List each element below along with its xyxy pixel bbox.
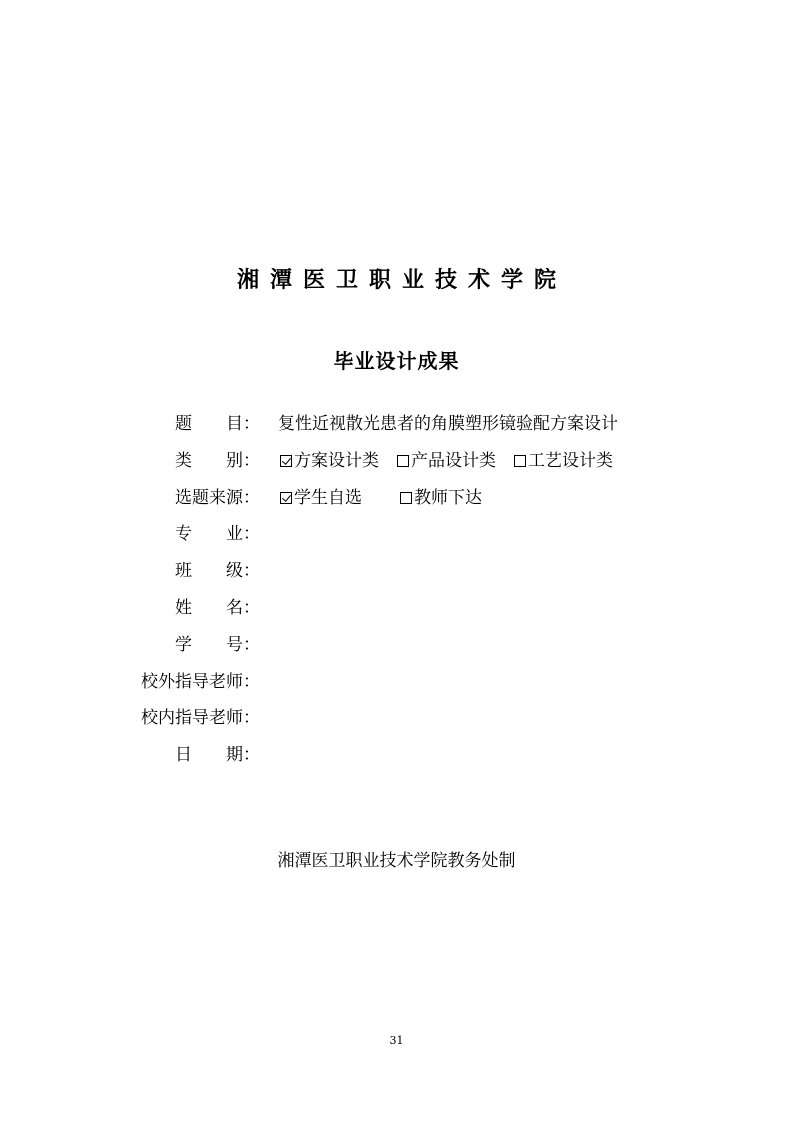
value-title: 复性近视散光患者的角膜塑形镜验配方案设计: [278, 414, 618, 434]
row-category: [100, 443, 700, 480]
row-student-id: [100, 627, 700, 664]
school-name: 湘潭医卫职业技术学院: [236, 268, 567, 293]
label-date: 日 期：: [175, 745, 260, 766]
page-number: 31: [389, 1034, 404, 1047]
option-category-plan[interactable]: [280, 443, 379, 480]
document-title: 毕业设计成果: [333, 349, 460, 373]
label-source: 选题来源：: [175, 487, 260, 508]
label-external-advisor: 校外指导老师：: [141, 671, 260, 692]
checkbox-checked-icon[interactable]: [280, 455, 292, 467]
row-external-advisor: [100, 664, 700, 701]
option-source-self[interactable]: [280, 480, 362, 517]
label-internal-advisor: 校内指导老师：: [141, 708, 260, 729]
row-name: [100, 590, 700, 627]
label-major: 专 业：: [175, 524, 260, 545]
option-category-process[interactable]: [514, 443, 613, 480]
checkbox-empty-icon[interactable]: [397, 455, 409, 467]
label-category: 类 别：: [175, 450, 260, 471]
source-options: [280, 480, 500, 517]
checkbox-empty-icon[interactable]: [514, 455, 526, 467]
label-class: 班 级：: [175, 561, 260, 582]
row-date: [100, 737, 700, 774]
option-label: 学生自选: [294, 487, 362, 508]
row-internal-advisor: [100, 700, 700, 737]
row-major: [100, 516, 700, 553]
option-label: 教师下达: [414, 487, 482, 508]
option-source-teacher[interactable]: [400, 480, 482, 517]
label-title: 题 目：: [175, 414, 260, 434]
row-source: [100, 480, 700, 517]
option-label: 工艺设计类: [528, 450, 613, 471]
option-category-product[interactable]: [397, 443, 496, 480]
checkbox-checked-icon[interactable]: [280, 492, 292, 504]
cover-info-form: [100, 406, 700, 774]
category-options: [280, 443, 631, 480]
issuer-footer: 湘潭医卫职业技术学院教务处制: [277, 851, 516, 871]
row-class: [100, 553, 700, 590]
label-student-id: 学 号：: [175, 634, 260, 655]
checkbox-empty-icon[interactable]: [400, 492, 412, 504]
label-name: 姓 名：: [175, 597, 260, 618]
option-label: 产品设计类: [411, 450, 496, 471]
row-title: [100, 406, 700, 443]
option-label: 方案设计类: [294, 450, 379, 471]
